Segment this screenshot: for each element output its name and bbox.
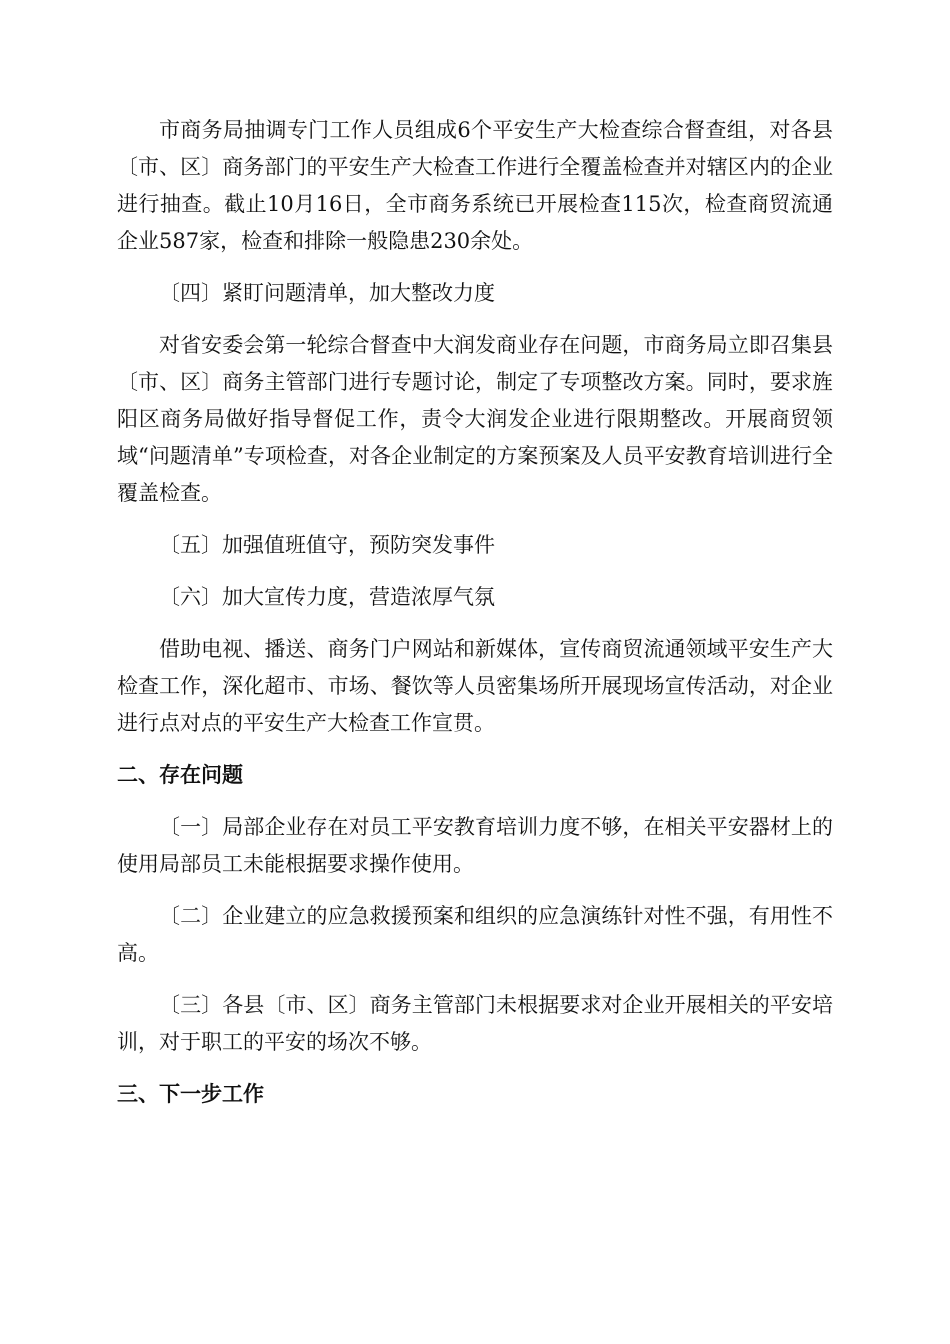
subheading-duty-watch: 〔五〕加强值班值守，预防突发事件 xyxy=(159,533,495,557)
section-heading-problems: 二、存在问题 xyxy=(117,763,243,787)
paragraph-problem-1: 〔一〕局部企业存在对员工平安教育培训力度不够，在相关平安器材上的使用局部员工未能根据要求操作使用。 xyxy=(117,815,833,876)
subheading-publicity: 〔六〕加大宣传力度，营造浓厚气氛 xyxy=(159,585,495,609)
document-body xyxy=(117,112,833,1128)
subheading-problem-list: 〔四〕紧盯问题清单，加大整改力度 xyxy=(159,281,495,305)
section-heading-next-steps: 三、下一步工作 xyxy=(117,1082,264,1106)
paragraph-rectification: 对省安委会第一轮综合督查中大润发商业存在问题，市商务局立即召集县〔市、区〕商务主管部门进行专题讨论，制定了专项整改方案。同时，要求旌阳区商务局做好指导督促工作，责令大润发企业进行限期整改。开展商贸领域“问题清单”专项检查，对各企业制定的方案预案及人员平安教育培训进行全覆盖检查。 xyxy=(117,333,833,505)
paragraph-problem-3: 〔三〕各县〔市、区〕商务主管部门未根据要求对企业开展相关的平安培训，对于职工的平安的场次不够。 xyxy=(117,993,833,1054)
paragraph-publicity: 借助电视、播送、商务门户网站和新媒体，宣传商贸流通领域平安生产大检查工作，深化超市、市场、餐饮等人员密集场所开展现场宣传活动，对企业进行点对点的平安生产大检查工作宣贯。 xyxy=(117,637,833,735)
paragraph-inspection-groups: 市商务局抽调专门工作人员组成6个平安生产大检查综合督查组，对各县〔市、区〕商务部门的平安生产大检查工作进行全覆盖检查并对辖区内的企业进行抽查。截止10月16日，全市商务系统已开展检查115次，检查商贸流通企业587家，检查和排除一般隐患230余处。 xyxy=(117,118,833,253)
paragraph-problem-2: 〔二〕企业建立的应急救援预案和组织的应急演练针对性不强，有用性不高。 xyxy=(117,904,833,965)
